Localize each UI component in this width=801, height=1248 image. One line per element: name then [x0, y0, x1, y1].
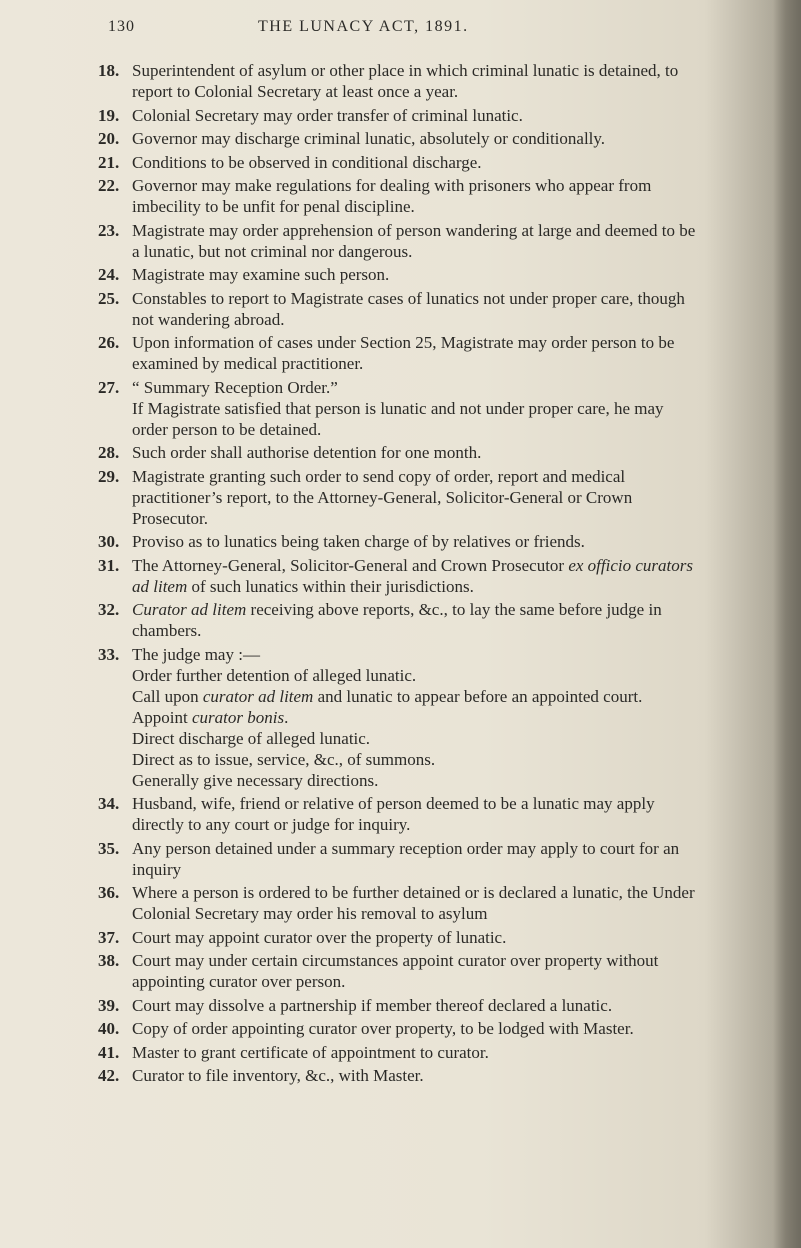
section-text: Curator to file inventory, &c., with Master.	[132, 1066, 424, 1085]
section-text: Court may under certain circumstances appoint curator over property without appointing curator over person.	[132, 951, 659, 991]
italic-term: curator bonis	[191, 707, 285, 727]
section-text: If Magistrate satisfied that person is lunatic and not under proper care, he may order person to be detained.	[132, 398, 664, 439]
section-number: 28.	[98, 443, 120, 462]
section-entry-23	[98, 220, 703, 262]
section-number: 39.	[98, 995, 120, 1015]
section-number: 42.	[98, 1066, 120, 1085]
section-number: 30.	[98, 532, 120, 551]
section-entry-37	[98, 927, 703, 948]
italic-term: Curator ad litem	[132, 600, 247, 619]
section-text: Magistrate may examine such person.	[132, 265, 390, 284]
section-entry-20	[98, 128, 703, 149]
section-list	[98, 60, 703, 1089]
running-head: THE LUNACY ACT, 1891.	[258, 18, 469, 35]
section-number: 37.	[98, 927, 120, 947]
section-entry-34	[98, 793, 703, 835]
page-number: 130	[108, 18, 135, 35]
section-text: The judge may :—	[132, 644, 260, 664]
section-number: 22.	[98, 176, 120, 195]
section-entry-32	[98, 599, 703, 641]
section-text: Court may appoint curator over the property of lunatic.	[132, 927, 507, 947]
page-header	[108, 18, 688, 42]
section-text: Where a person is ordered to be further detained or is declared a lunatic, the Under Colonial Secretary may order his removal to asylum	[132, 883, 695, 923]
section-text: Governor may discharge criminal lunatic, absolutely or conditionally.	[132, 129, 606, 148]
text-run: .	[284, 707, 289, 727]
section-text: Magistrate granting such order to send copy of order, report and medical practitioner’s report, to the Attorney-General, Solicitor-General or Crown Prosecutor.	[132, 466, 633, 528]
text-run: and lunatic to appear before an appointed court.	[313, 686, 643, 706]
section-text: Governor may make regulations for dealing with prisoners who appear from imbecility to be unfit for penal discipline.	[132, 176, 652, 216]
section-entry-41	[98, 1042, 703, 1063]
section-entry-29	[98, 466, 703, 529]
section-number: 35.	[98, 838, 120, 858]
section-subitem: Direct as to issue, service, &c., of summons.	[132, 749, 436, 769]
section-number: 19.	[98, 105, 120, 125]
section-entry-40	[98, 1018, 703, 1039]
section-text: Copy of order appointing curator over property, to be lodged with Master.	[132, 1019, 634, 1038]
text-run: Call upon	[132, 686, 203, 706]
section-text: Conditions to be observed in conditional discharge.	[132, 152, 482, 172]
section-number: 24.	[98, 265, 120, 284]
page-edge-shadow	[773, 0, 801, 1248]
section-entry-21	[98, 152, 703, 173]
section-entry-22	[98, 175, 703, 217]
section-text: Colonial Secretary may order transfer of criminal lunatic.	[132, 105, 523, 125]
section-entry-35	[98, 838, 703, 880]
section-number: 34.	[98, 794, 120, 813]
section-entry-30	[98, 531, 703, 552]
section-subitem: Direct discharge of alleged lunatic.	[132, 728, 371, 748]
section-number: 25.	[98, 288, 120, 308]
section-text: Proviso as to lunatics being taken charge of by relatives or friends.	[132, 532, 585, 551]
section-entry-33	[98, 644, 703, 791]
section-entry-18	[98, 60, 703, 102]
section-heading: “ Summary Reception Order.”	[132, 377, 338, 397]
section-entry-36	[98, 882, 703, 924]
section-entry-27	[98, 377, 703, 440]
section-text: Magistrate may order apprehension of person wandering at large and deemed to be a lunatic, but not criminal nor dangerous.	[132, 220, 696, 261]
text-run: of such lunatics within their jurisdictions.	[187, 576, 474, 596]
section-entry-42	[98, 1065, 703, 1086]
section-number: 38.	[98, 951, 120, 970]
italic-term: curator ad litem	[202, 686, 314, 706]
section-text: Such order shall authorise detention for one month.	[132, 443, 482, 462]
section-text	[132, 555, 703, 597]
section-number: 41.	[98, 1042, 120, 1062]
text-run: receiving above reports, &c., to lay the same before judge in chambers.	[132, 600, 662, 640]
section-number: 18.	[98, 61, 120, 80]
section-entry-19	[98, 105, 703, 126]
section-text: Superintendent of asylum or other place in which criminal lunatic is detained, to report to Colonial Secretary at least once a year.	[132, 61, 679, 101]
section-entry-28	[98, 442, 703, 463]
section-text	[132, 599, 703, 641]
section-entry-31	[98, 555, 703, 597]
italic-term: ex officio curators ad litem	[132, 555, 693, 596]
section-entry-39	[98, 995, 703, 1016]
section-entry-38	[98, 950, 703, 992]
section-text: Any person detained under a summary reception order may apply to court for an inquiry	[132, 838, 680, 879]
section-text: Master to grant certificate of appointment to curator.	[132, 1042, 489, 1062]
section-subitem	[132, 686, 703, 707]
section-text: Constables to report to Magistrate cases of lunatics not under proper care, though not wandering abroad.	[132, 288, 685, 329]
section-number: 33.	[98, 644, 120, 664]
section-text: Upon information of cases under Section 25, Magistrate may order person to be examined by medical practitioner.	[132, 333, 675, 373]
section-subitem: Order further detention of alleged lunatic.	[132, 665, 417, 685]
section-entry-24	[98, 264, 703, 285]
section-subitem	[132, 707, 703, 728]
section-number: 40.	[98, 1019, 120, 1038]
section-number: 32.	[98, 600, 120, 619]
section-number: 20.	[98, 129, 120, 148]
section-subitem: Generally give necessary directions.	[132, 770, 379, 790]
text-run: The Attorney-General, Solicitor-General and Crown Prosecutor	[132, 555, 569, 575]
section-text: Husband, wife, friend or relative of person deemed to be a lunatic may apply directly to any court or judge for inquiry.	[132, 794, 655, 834]
section-number: 27.	[98, 377, 120, 397]
section-entry-25	[98, 288, 703, 330]
section-text: Court may dissolve a partnership if member thereof declared a lunatic.	[132, 995, 613, 1015]
section-number: 31.	[98, 555, 120, 575]
text-run: Appoint	[132, 707, 192, 727]
section-number: 21.	[98, 152, 120, 172]
section-number: 26.	[98, 333, 120, 352]
section-entry-26	[98, 332, 703, 374]
section-number: 36.	[98, 883, 120, 902]
section-number: 23.	[98, 220, 120, 240]
section-number: 29.	[98, 466, 120, 486]
